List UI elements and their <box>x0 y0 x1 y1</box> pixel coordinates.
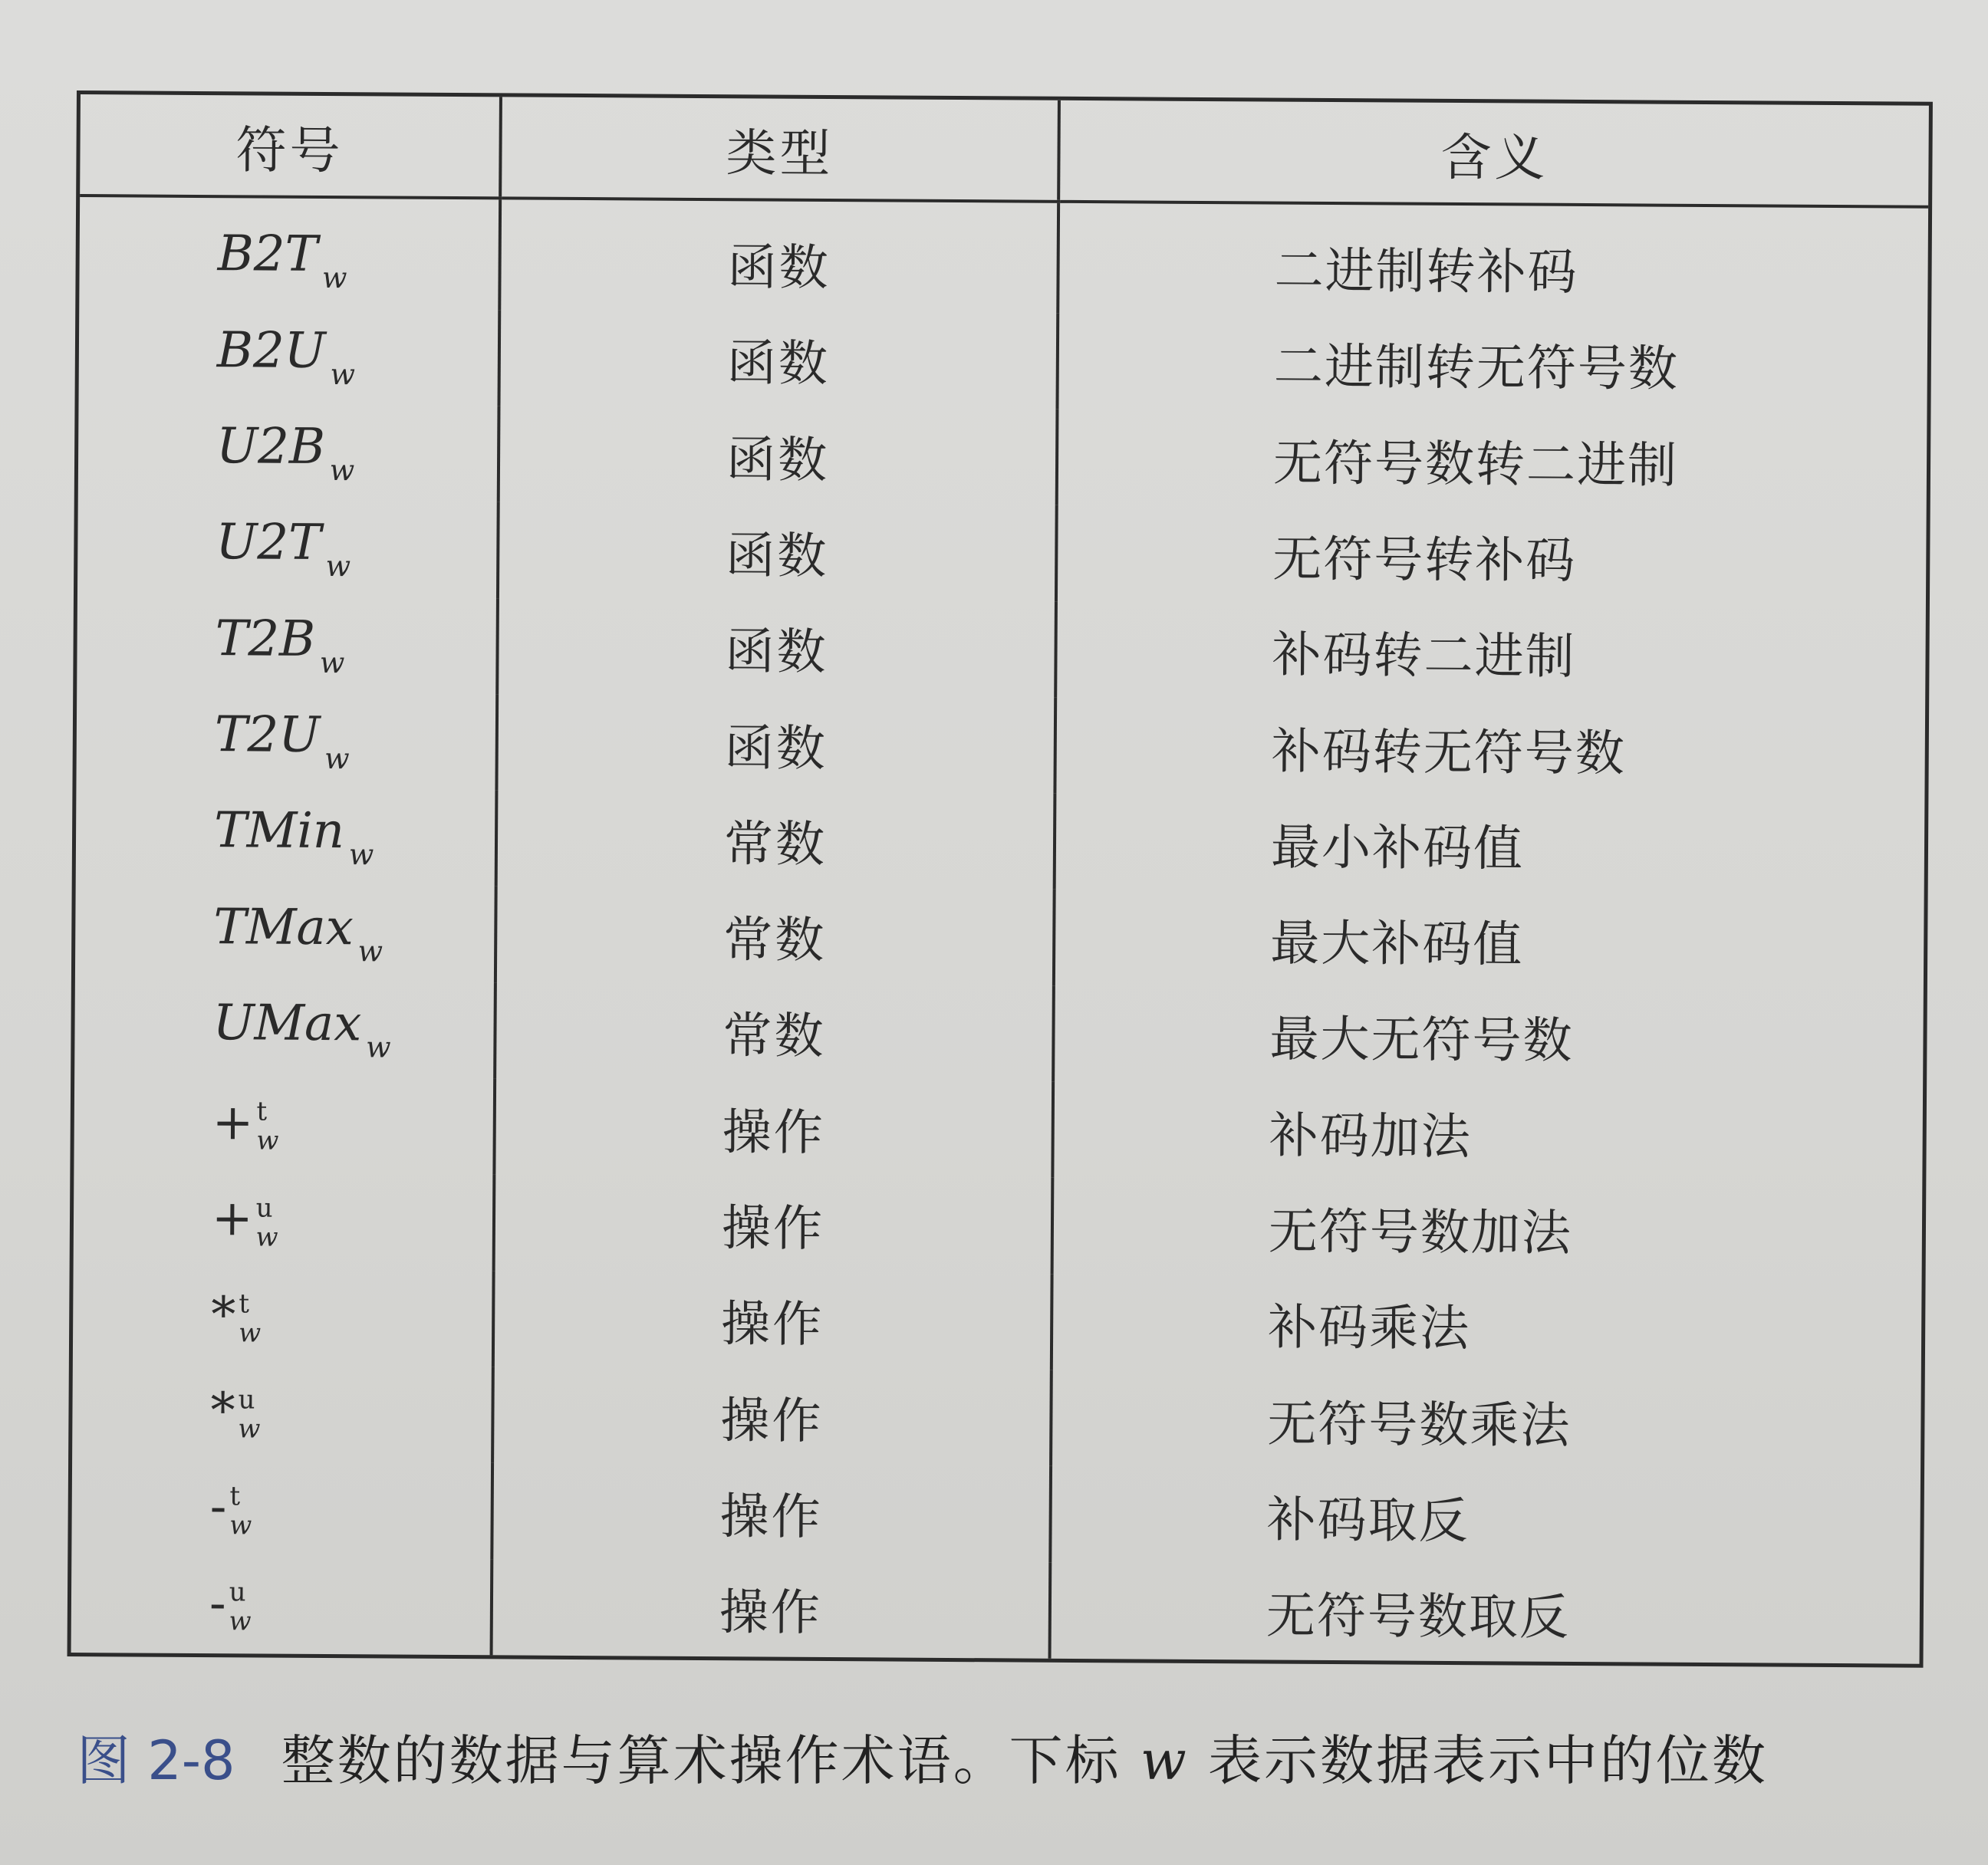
type-cell: 函数 <box>497 598 1056 698</box>
symbol-superscript: u <box>255 1192 273 1224</box>
symbol-name: + <box>212 1094 254 1152</box>
table-row <box>74 980 1924 1087</box>
table-row <box>79 308 1928 415</box>
meaning-cell: 二进制转补码 <box>1058 202 1928 319</box>
table-row <box>77 596 1926 703</box>
symbol-subscript: w <box>329 453 355 488</box>
symbol-cell <box>74 1076 495 1175</box>
symbol-subscript: w <box>321 261 347 295</box>
symbol-subscript: w <box>229 1509 252 1541</box>
type-cell: 常数 <box>496 791 1055 890</box>
symbol-cell <box>76 692 497 791</box>
symbol-name: T2U <box>214 706 321 764</box>
table-row <box>71 1557 1921 1664</box>
symbol-name: - <box>209 1479 227 1536</box>
symbol-cell <box>76 788 497 886</box>
symbol-subscript: w <box>330 357 356 392</box>
terminology-table <box>71 94 1929 1664</box>
type-cell: 操作 <box>493 1271 1052 1370</box>
symbol-name: T2B <box>215 610 316 668</box>
symbol-subscript: w <box>348 837 374 872</box>
header-meaning: 含义 <box>1058 100 1929 207</box>
caption-text-after: 表示数据表示中的位数 <box>1188 1729 1769 1792</box>
header-symbol: 符号 <box>80 94 501 198</box>
type-cell: 操作 <box>494 1078 1053 1178</box>
symbol-cell <box>73 1268 494 1367</box>
symbol-cell <box>75 883 496 982</box>
figure-caption <box>77 1718 1768 1795</box>
type-cell: 操作 <box>494 1175 1053 1275</box>
table-header-row <box>80 94 1929 207</box>
symbol-cell <box>74 1172 495 1271</box>
symbol-name: + <box>211 1190 253 1248</box>
type-cell: 函数 <box>496 694 1055 794</box>
symbol-scripts <box>238 1386 261 1444</box>
header-type: 类型 <box>500 97 1059 201</box>
figure-label: 图 2-8 <box>77 1729 235 1792</box>
symbol-cell <box>77 499 499 598</box>
type-cell: 常数 <box>495 886 1055 986</box>
meaning-cell: 补码加法 <box>1052 1082 1923 1183</box>
symbol-scripts <box>229 1577 252 1636</box>
symbol-name: B2U <box>216 321 326 380</box>
symbol-superscript: t <box>239 1288 250 1320</box>
symbol-subscript: w <box>238 1317 262 1349</box>
symbol-name: - <box>209 1574 226 1632</box>
table-row <box>76 692 1925 799</box>
meaning-cell: 补码转二进制 <box>1055 601 1926 702</box>
table-row <box>76 788 1925 895</box>
meaning-cell: 无符号数转二进制 <box>1057 410 1927 511</box>
table-row <box>74 1076 1923 1183</box>
symbol-scripts <box>255 1193 278 1252</box>
figure-caption-text <box>281 1729 1768 1792</box>
meaning-cell: 补码取反 <box>1050 1466 1921 1567</box>
table-row <box>72 1364 1921 1472</box>
table-row <box>71 1460 1921 1567</box>
type-cell: 函数 <box>499 310 1058 410</box>
symbol-subscript: w <box>238 1413 261 1445</box>
symbol-name: B2T <box>217 225 318 284</box>
symbol-subscript: w <box>256 1125 279 1157</box>
table-row <box>75 883 1924 991</box>
symbol-name: * <box>211 1286 236 1344</box>
symbol-superscript: u <box>238 1384 255 1416</box>
symbol-name: TMin <box>213 802 345 860</box>
meaning-cell: 补码转无符号数 <box>1055 698 1925 799</box>
symbol-subscript: w <box>229 1606 252 1637</box>
meaning-cell: 最小补码值 <box>1055 794 1925 895</box>
type-cell: 操作 <box>492 1463 1051 1563</box>
meaning-cell: 补码乘法 <box>1052 1274 1922 1375</box>
meaning-cell: 二进制转无符号数 <box>1057 313 1927 414</box>
symbol-cell <box>74 980 495 1079</box>
meaning-cell: 最大补码值 <box>1054 890 1924 991</box>
symbol-cell <box>71 1557 492 1656</box>
symbol-name: U2B <box>216 418 326 476</box>
type-cell: 函数 <box>499 198 1058 313</box>
symbol-superscript: u <box>229 1577 246 1608</box>
symbol-superscript: t <box>256 1096 268 1127</box>
symbol-superscript: t <box>229 1480 241 1511</box>
symbol-subscript: w <box>325 549 351 584</box>
symbol-subscript: w <box>255 1222 278 1253</box>
table-row <box>79 196 1928 318</box>
table-row <box>74 1172 1923 1279</box>
symbol-name: U2T <box>216 514 321 572</box>
table-row <box>78 403 1927 511</box>
table-row <box>77 499 1927 607</box>
meaning-cell: 最大无符号数 <box>1053 986 1924 1087</box>
terminology-table-frame <box>67 90 1933 1668</box>
symbol-scripts <box>229 1482 252 1540</box>
symbol-cell <box>71 1460 492 1559</box>
table-row <box>73 1268 1922 1376</box>
meaning-cell: 无符号数加法 <box>1052 1178 1923 1279</box>
meaning-cell: 无符号转补码 <box>1056 505 1927 607</box>
caption-variable: w <box>1140 1729 1189 1792</box>
symbol-name: UMax <box>212 994 362 1053</box>
symbol-cell <box>79 308 500 406</box>
symbol-name: TMax <box>213 898 354 956</box>
symbol-cell <box>78 403 499 502</box>
symbol-cell <box>77 596 498 695</box>
caption-text-before: 整数的数据与算术操作术语。下标 <box>281 1729 1140 1792</box>
symbol-subscript: w <box>319 645 345 679</box>
symbol-scripts <box>256 1097 279 1156</box>
type-cell: 函数 <box>498 502 1057 602</box>
symbol-subscript: w <box>324 741 350 776</box>
symbol-subscript: w <box>365 1030 391 1064</box>
meaning-cell: 无符号数取反 <box>1050 1562 1921 1663</box>
symbol-name: * <box>210 1382 235 1440</box>
symbol-subscript: w <box>357 933 383 969</box>
type-cell: 操作 <box>492 1559 1051 1659</box>
symbol-cell <box>79 196 500 310</box>
symbol-scripts <box>239 1289 262 1347</box>
type-cell: 操作 <box>492 1367 1052 1466</box>
symbol-cell <box>72 1364 493 1463</box>
type-cell: 常数 <box>495 982 1054 1082</box>
meaning-cell: 无符号数乘法 <box>1051 1370 1921 1472</box>
type-cell: 函数 <box>499 406 1058 505</box>
